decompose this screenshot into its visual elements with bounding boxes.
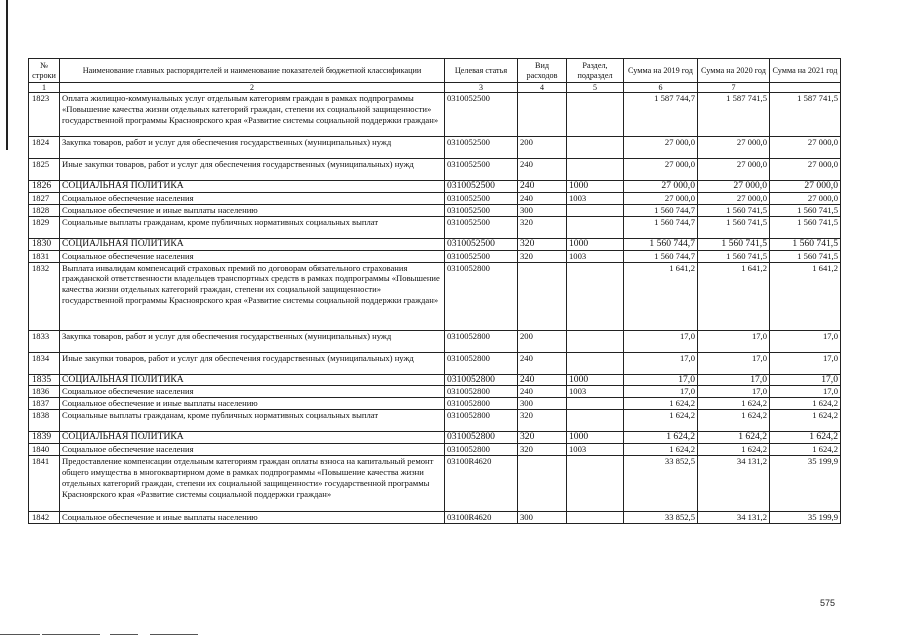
target-article: 0310052500	[445, 181, 518, 193]
expense-type	[518, 262, 567, 330]
row-number: 1839	[29, 432, 60, 444]
sum-2021: 1 624,2	[770, 398, 841, 410]
sum-2019: 17,0	[624, 374, 698, 386]
table-row	[29, 512, 841, 524]
row-number: 1826	[29, 181, 60, 193]
section-code	[567, 216, 624, 238]
row-name: Социальное обеспечение и иные выплаты населению	[60, 204, 445, 216]
row-number: 1838	[29, 410, 60, 432]
sum-2021: 1 587 741,5	[770, 93, 841, 137]
sum-2021: 1 624,2	[770, 410, 841, 432]
section-code	[567, 137, 624, 159]
section-code: 1000	[567, 238, 624, 250]
table-row	[29, 398, 841, 410]
sum-2021: 1 560 741,5	[770, 238, 841, 250]
column-number: 2	[60, 83, 445, 93]
target-article: 0310052800	[445, 410, 518, 432]
page-edge-rule	[6, 0, 8, 150]
row-name: Социальные выплаты гражданам, кроме публичных нормативных социальных выплат	[60, 410, 445, 432]
section-code: 1003	[567, 386, 624, 398]
sum-2020: 1 641,2	[698, 262, 770, 330]
budget-table	[28, 58, 841, 524]
sum-2021: 27 000,0	[770, 181, 841, 193]
target-article: 0310052500	[445, 204, 518, 216]
sum-2020: 17,0	[698, 352, 770, 374]
sum-2021: 27 000,0	[770, 137, 841, 159]
sum-2019: 1 560 744,7	[624, 238, 698, 250]
sum-2021: 17,0	[770, 330, 841, 352]
target-article: 03100R4620	[445, 456, 518, 512]
section-code: 1003	[567, 444, 624, 456]
row-number: 1824	[29, 137, 60, 159]
expense-type: 240	[518, 352, 567, 374]
row-name: Социальное обеспечение населения	[60, 386, 445, 398]
expense-type: 240	[518, 386, 567, 398]
section-code	[567, 352, 624, 374]
expense-type	[518, 93, 567, 137]
table-row	[29, 137, 841, 159]
column-number: 1	[29, 83, 60, 93]
table-row	[29, 386, 841, 398]
table-row	[29, 204, 841, 216]
target-article: 0310052800	[445, 374, 518, 386]
row-number: 1831	[29, 250, 60, 262]
page-number: 575	[820, 598, 836, 608]
col-header-sum-2021: Сумма на 2021 год	[770, 59, 841, 83]
footer-rule	[0, 634, 40, 635]
budget-sheet	[28, 58, 840, 524]
row-number: 1836	[29, 386, 60, 398]
row-name: СОЦИАЛЬНАЯ ПОЛИТИКА	[60, 432, 445, 444]
expense-type: 300	[518, 398, 567, 410]
footer-rule	[150, 634, 198, 635]
col-header-sum-2019: Сумма на 2019 год	[624, 59, 698, 83]
expense-type: 300	[518, 512, 567, 524]
sum-2019: 27 000,0	[624, 192, 698, 204]
column-number: 7	[698, 83, 770, 93]
row-number: 1830	[29, 238, 60, 250]
row-number: 1829	[29, 216, 60, 238]
target-article: 0310052500	[445, 159, 518, 181]
expense-type: 240	[518, 374, 567, 386]
table-row	[29, 432, 841, 444]
expense-type: 320	[518, 250, 567, 262]
section-code	[567, 159, 624, 181]
target-article: 0310052800	[445, 262, 518, 330]
table-header-row	[29, 59, 841, 83]
expense-type: 200	[518, 137, 567, 159]
row-number: 1823	[29, 93, 60, 137]
sum-2019: 17,0	[624, 330, 698, 352]
sum-2021: 1 560 741,5	[770, 216, 841, 238]
col-header-type: Вид расходов	[518, 59, 567, 83]
sum-2019: 1 624,2	[624, 410, 698, 432]
sum-2019: 1 624,2	[624, 398, 698, 410]
table-row	[29, 181, 841, 193]
expense-type: 320	[518, 444, 567, 456]
table-row	[29, 93, 841, 137]
table-row	[29, 410, 841, 432]
table-row	[29, 262, 841, 330]
section-code	[567, 330, 624, 352]
target-article: 0310052800	[445, 444, 518, 456]
col-header-name: Наименование главных распорядителей и наименование показателей бюджетной классификации	[60, 59, 445, 83]
sum-2020: 17,0	[698, 330, 770, 352]
sum-2021: 1 560 741,5	[770, 204, 841, 216]
row-number: 1841	[29, 456, 60, 512]
row-name: Иные закупки товаров, работ и услуг для обеспечения государственных (муниципальных) нужд	[60, 352, 445, 374]
footer-rule	[110, 634, 138, 635]
sum-2020: 17,0	[698, 374, 770, 386]
row-name: Социальное обеспечение населения	[60, 192, 445, 204]
expense-type: 320	[518, 216, 567, 238]
row-name: Оплата жилищно-коммунальных услуг отдельным категориям граждан в рамках подпрограммы «Повышение качества жизни отдельных категорий граждан, степени их социальной защищенности» государственной программы Красноярского края «Развитие системы социальной поддержки граждан»	[60, 93, 445, 137]
sum-2020: 1 624,2	[698, 398, 770, 410]
sum-2020: 17,0	[698, 386, 770, 398]
sum-2020: 1 560 741,5	[698, 250, 770, 262]
target-article: 0310052800	[445, 386, 518, 398]
row-name: Выплата инвалидам компенсаций страховых премий по договорам обязательного страхования гражданской ответственности владельцев транспортных средств в рамках подпрограммы «Повышение качества жизни отдельных категорий граждан, степени их социальной защищенности» государственной программы Красноярского края «Развитие системы социальной поддержки граждан»	[60, 262, 445, 330]
section-code: 1000	[567, 181, 624, 193]
sum-2019: 1 587 744,7	[624, 93, 698, 137]
sum-2021: 1 624,2	[770, 444, 841, 456]
table-row	[29, 159, 841, 181]
table-row	[29, 192, 841, 204]
expense-type: 240	[518, 181, 567, 193]
sum-2020: 1 624,2	[698, 444, 770, 456]
sum-2021: 1 560 741,5	[770, 250, 841, 262]
sum-2021: 17,0	[770, 386, 841, 398]
row-name: Иные закупки товаров, работ и услуг для обеспечения государственных (муниципальных) нужд	[60, 159, 445, 181]
table-row	[29, 456, 841, 512]
row-number: 1825	[29, 159, 60, 181]
row-number: 1840	[29, 444, 60, 456]
sum-2020: 1 587 741,5	[698, 93, 770, 137]
sum-2020: 34 131,2	[698, 456, 770, 512]
sum-2019: 27 000,0	[624, 181, 698, 193]
table-row	[29, 352, 841, 374]
sum-2019: 1 560 744,7	[624, 216, 698, 238]
expense-type	[518, 456, 567, 512]
target-article: 0310052800	[445, 330, 518, 352]
section-code: 1003	[567, 250, 624, 262]
row-name: Социальные выплаты гражданам, кроме публичных нормативных социальных выплат	[60, 216, 445, 238]
row-name: Закупка товаров, работ и услуг для обеспечения государственных (муниципальных) нужд	[60, 137, 445, 159]
column-number: 6	[624, 83, 698, 93]
row-name: Предоставление компенсации отдельным категориям граждан оплаты взноса на капитальный ремонт общего имущества в многоквартирном доме в рамках подпрограммы «Повышение качества жизни отдельных категорий граждан, степени их социальной защищенности» государственной программы Красноярского края «Развитие системы социальной поддержки граждан»	[60, 456, 445, 512]
sum-2019: 17,0	[624, 386, 698, 398]
sum-2020: 1 624,2	[698, 432, 770, 444]
row-number: 1832	[29, 262, 60, 330]
table-row	[29, 238, 841, 250]
target-article: 0310052500	[445, 93, 518, 137]
row-number: 1837	[29, 398, 60, 410]
sum-2021: 17,0	[770, 374, 841, 386]
sum-2021: 35 199,9	[770, 456, 841, 512]
target-article: 0310052500	[445, 137, 518, 159]
col-header-section: Раздел, подраздел	[567, 59, 624, 83]
sum-2020: 1 560 741,5	[698, 216, 770, 238]
sum-2020: 1 624,2	[698, 410, 770, 432]
row-number: 1827	[29, 192, 60, 204]
row-number: 1833	[29, 330, 60, 352]
table-row	[29, 216, 841, 238]
sum-2019: 27 000,0	[624, 137, 698, 159]
sum-2020: 27 000,0	[698, 181, 770, 193]
column-number-row	[29, 83, 841, 93]
section-code	[567, 410, 624, 432]
expense-type: 320	[518, 238, 567, 250]
column-number: 4	[518, 83, 567, 93]
sum-2019: 33 852,5	[624, 512, 698, 524]
sum-2021: 1 624,2	[770, 432, 841, 444]
expense-type: 200	[518, 330, 567, 352]
target-article: 03100R4620	[445, 512, 518, 524]
expense-type: 240	[518, 192, 567, 204]
row-name: Социальное обеспечение и иные выплаты населению	[60, 398, 445, 410]
footer-rule	[42, 634, 100, 635]
col-header-target: Целевая статья	[445, 59, 518, 83]
section-code	[567, 512, 624, 524]
sum-2020: 27 000,0	[698, 192, 770, 204]
sum-2021: 35 199,9	[770, 512, 841, 524]
section-code	[567, 398, 624, 410]
table-row	[29, 250, 841, 262]
sum-2021: 27 000,0	[770, 159, 841, 181]
target-article: 0310052500	[445, 238, 518, 250]
col-header-sum-2020: Сумма на 2020 год	[698, 59, 770, 83]
sum-2020: 27 000,0	[698, 137, 770, 159]
row-name: Закупка товаров, работ и услуг для обеспечения государственных (муниципальных) нужд	[60, 330, 445, 352]
target-article: 0310052800	[445, 432, 518, 444]
row-name: Социальное обеспечение населения	[60, 444, 445, 456]
table-row	[29, 330, 841, 352]
section-code	[567, 93, 624, 137]
sum-2021: 1 641,2	[770, 262, 841, 330]
row-name: СОЦИАЛЬНАЯ ПОЛИТИКА	[60, 181, 445, 193]
expense-type: 300	[518, 204, 567, 216]
section-code	[567, 204, 624, 216]
target-article: 0310052800	[445, 398, 518, 410]
target-article: 0310052500	[445, 216, 518, 238]
row-number: 1834	[29, 352, 60, 374]
col-header-row-no: № строки	[29, 59, 60, 83]
sum-2020: 1 560 741,5	[698, 204, 770, 216]
section-code	[567, 262, 624, 330]
section-code: 1000	[567, 432, 624, 444]
sum-2019: 1 560 744,7	[624, 250, 698, 262]
sum-2020: 1 560 741,5	[698, 238, 770, 250]
sum-2019: 1 560 744,7	[624, 204, 698, 216]
sum-2021: 27 000,0	[770, 192, 841, 204]
table-row	[29, 444, 841, 456]
target-article: 0310052500	[445, 192, 518, 204]
section-code: 1000	[567, 374, 624, 386]
target-article: 0310052500	[445, 250, 518, 262]
sum-2020: 34 131,2	[698, 512, 770, 524]
sum-2019: 33 852,5	[624, 456, 698, 512]
sum-2020: 27 000,0	[698, 159, 770, 181]
row-number: 1828	[29, 204, 60, 216]
row-name: СОЦИАЛЬНАЯ ПОЛИТИКА	[60, 238, 445, 250]
section-code	[567, 456, 624, 512]
column-number: 5	[567, 83, 624, 93]
sum-2019: 1 624,2	[624, 432, 698, 444]
row-name: Социальное обеспечение и иные выплаты населению	[60, 512, 445, 524]
column-number: 3	[445, 83, 518, 93]
sum-2019: 17,0	[624, 352, 698, 374]
expense-type: 240	[518, 159, 567, 181]
section-code: 1003	[567, 192, 624, 204]
row-name: Социальное обеспечение населения	[60, 250, 445, 262]
row-number: 1835	[29, 374, 60, 386]
table-row	[29, 374, 841, 386]
row-number: 1842	[29, 512, 60, 524]
expense-type: 320	[518, 432, 567, 444]
row-name: СОЦИАЛЬНАЯ ПОЛИТИКА	[60, 374, 445, 386]
sum-2019: 1 641,2	[624, 262, 698, 330]
expense-type: 320	[518, 410, 567, 432]
sum-2019: 1 624,2	[624, 444, 698, 456]
column-number	[770, 83, 841, 93]
sum-2021: 17,0	[770, 352, 841, 374]
target-article: 0310052800	[445, 352, 518, 374]
sum-2019: 27 000,0	[624, 159, 698, 181]
